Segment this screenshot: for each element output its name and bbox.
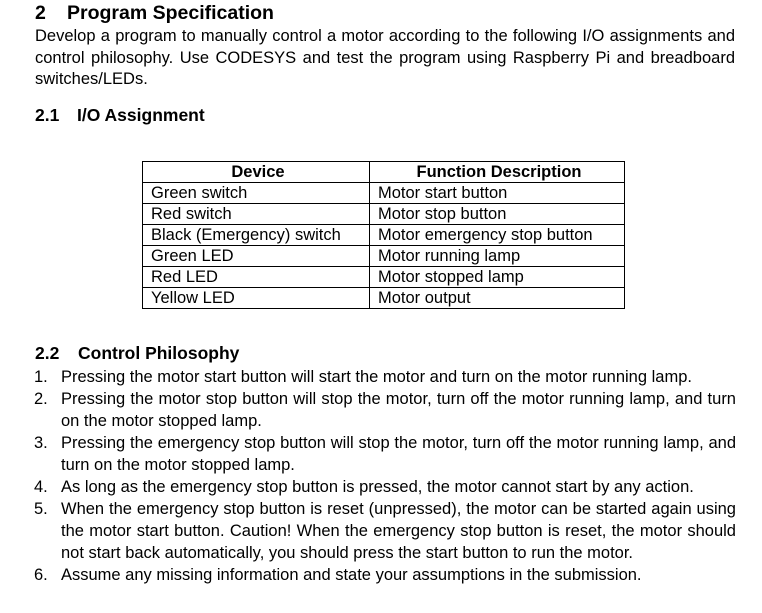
device-cell: Green switch: [143, 183, 370, 204]
device-cell: Red LED: [143, 267, 370, 288]
header-device: Device: [143, 162, 370, 183]
control-philosophy-number: 2.2: [35, 343, 60, 363]
control-philosophy-title: Control Philosophy: [78, 343, 240, 363]
io-assignment-title: I/O Assignment: [77, 105, 205, 125]
section-title: Program Specification: [67, 2, 274, 24]
list-item: [34, 476, 736, 498]
device-cell: Black (Emergency) switch: [143, 225, 370, 246]
list-item-text: Pressing the motor start button will start the motor and turn on the motor running lamp.: [61, 368, 692, 386]
device-cell: Yellow LED: [143, 288, 370, 309]
control-philosophy-heading: [35, 343, 239, 364]
device-cell: Red switch: [143, 204, 370, 225]
control-philosophy-list: [34, 366, 736, 586]
list-item: [34, 498, 736, 564]
list-item: [34, 564, 736, 586]
table-row: [143, 246, 625, 267]
section-intro: Develop a program to manually control a motor according to the following I/O assignments and control philosophy. Use CODESYS and test the program using Raspberry Pi and breadboard switches/LEDs.: [35, 27, 735, 88]
io-assignment-heading: [35, 105, 205, 126]
list-item-number: 3.: [34, 434, 48, 452]
table-row: [143, 204, 625, 225]
io-assignment-number: 2.1: [35, 105, 60, 125]
list-item-number: 2.: [34, 390, 48, 408]
header-function-description: Function Description: [370, 162, 625, 183]
list-item-text: Pressing the emergency stop button will stop the motor, turn off the motor running lamp, and turn on the motor stopped lamp.: [61, 434, 736, 474]
io-assignment-table: [142, 161, 625, 309]
list-item-number: 1.: [34, 368, 48, 386]
list-item-text: When the emergency stop button is reset (unpressed), the motor can be started again using the motor start button. Caution! When the emergency stop button is reset, the motor should not start back automatically, you should press the start button to run the motor.: [61, 500, 736, 562]
function-cell: Motor stopped lamp: [370, 267, 625, 288]
table-row: [143, 225, 625, 246]
function-cell: Motor output: [370, 288, 625, 309]
function-cell: Motor emergency stop button: [370, 225, 625, 246]
function-cell: Motor running lamp: [370, 246, 625, 267]
section-heading: [35, 2, 274, 25]
table-row: [143, 267, 625, 288]
list-item-text: Assume any missing information and state your assumptions in the submission.: [61, 566, 642, 584]
table-row: [143, 288, 625, 309]
function-cell: Motor start button: [370, 183, 625, 204]
function-cell: Motor stop button: [370, 204, 625, 225]
device-cell: Green LED: [143, 246, 370, 267]
list-item: [34, 366, 736, 388]
list-item-number: 5.: [34, 500, 48, 518]
list-item: [34, 432, 736, 476]
section-number: 2: [35, 2, 46, 24]
table-row: [143, 183, 625, 204]
list-item-number: 6.: [34, 566, 48, 584]
list-item: [34, 388, 736, 432]
table-header-row: [143, 162, 625, 183]
list-item-text: As long as the emergency stop button is pressed, the motor cannot start by any action.: [61, 478, 694, 496]
list-item-number: 4.: [34, 478, 48, 496]
list-item-text: Pressing the motor stop button will stop the motor, turn off the motor running lamp, and turn on the motor stopped lamp.: [61, 390, 736, 430]
